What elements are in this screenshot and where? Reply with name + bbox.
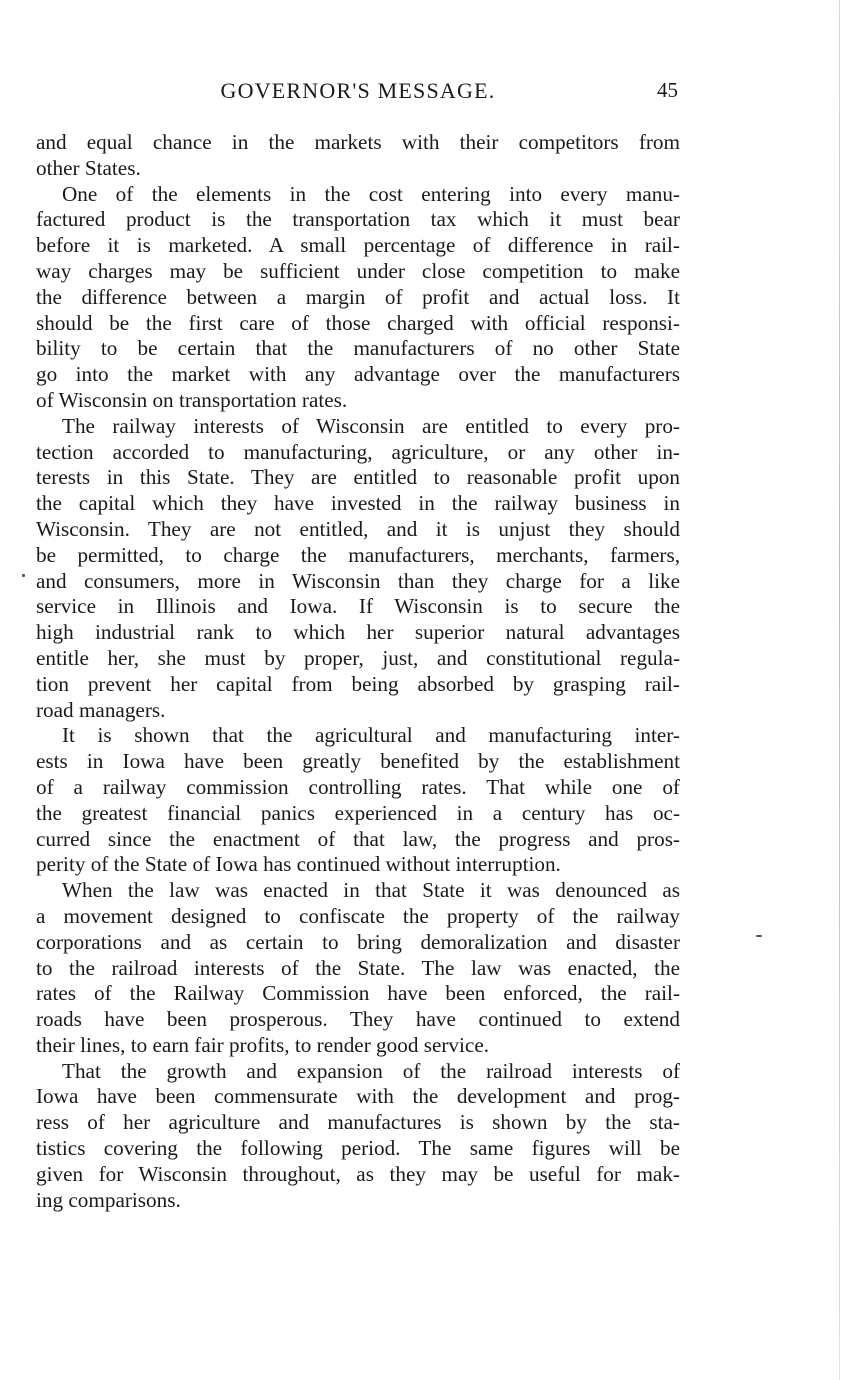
- text-line: and consumers, more in Wisconsin than they charge for a like: [36, 568, 680, 593]
- scan-speck-right: [756, 935, 762, 937]
- scan-speck-left: [22, 574, 25, 577]
- text-line: tection accorded to manufacturing, agriculture, or any other in-: [36, 439, 680, 464]
- text-line: entitle her, she must by proper, just, and constitutional regula-: [36, 645, 680, 670]
- scan-page-edge: [839, 0, 840, 1380]
- text-line: ress of her agriculture and manufactures is shown by the sta-: [36, 1110, 680, 1135]
- text-line: to the railroad interests of the State. The law was enacted, the: [36, 955, 680, 980]
- text-line: perity of the State of Iowa has continued without interruption.: [36, 852, 561, 877]
- text-line: terests in this State. They are entitled to reasonable profit upon: [36, 465, 680, 490]
- text-line: the capital which they have invested in the railway business in: [36, 491, 680, 516]
- running-header: [36, 78, 680, 108]
- text-line: ing comparisons.: [36, 1187, 181, 1212]
- text-line: road managers.: [36, 697, 166, 722]
- text-line: should be the first care of those charged with official responsi-: [36, 310, 680, 335]
- text-line: One of the elements in the cost entering into every manu-: [62, 181, 680, 206]
- text-line: bility to be certain that the manufacturers of no other State: [36, 336, 680, 361]
- text-line: tistics covering the following period. The same figures will be: [36, 1136, 680, 1161]
- text-line: given for Wisconsin throughout, as they may be useful for mak-: [36, 1161, 680, 1186]
- text-line: the greatest financial panics experienced in a century has oc-: [36, 800, 680, 825]
- text-line: of a railway commission controlling rates. That while one of: [36, 774, 680, 799]
- text-line: before it is marketed. A small percentage of difference in rail-: [36, 233, 680, 258]
- text-line: and equal chance in the markets with their competitors from: [36, 130, 680, 154]
- text-line: other States.: [36, 155, 141, 180]
- text-line: way charges may be sufficient under close competition to make: [36, 258, 680, 283]
- text-line: corporations and as certain to bring demoralization and disaster: [36, 929, 680, 954]
- text-line: Iowa have been commensurate with the development and prog-: [36, 1084, 680, 1109]
- running-title: GOVERNOR'S MESSAGE.: [220, 78, 496, 103]
- text-line: high industrial rank to which her superior natural advantages: [36, 620, 680, 645]
- text-line: the difference between a margin of profit and actual loss. It: [36, 284, 680, 309]
- text-line: Wisconsin. They are not entitled, and it is unjust they should: [36, 516, 680, 541]
- text-line: It is shown that the agricultural and manufacturing inter-: [62, 723, 680, 748]
- text-line: be permitted, to charge the manufacturers, merchants, farmers,: [36, 542, 680, 567]
- text-line: rates of the Railway Commission have been enforced, the rail-: [36, 981, 680, 1006]
- text-line: The railway interests of Wisconsin are entitled to every pro-: [62, 413, 680, 438]
- text-line: of Wisconsin on transportation rates.: [36, 387, 348, 412]
- text-line: That the growth and expansion of the railroad interests of: [62, 1058, 680, 1083]
- text-line: factured product is the transportation tax which it must bear: [36, 207, 680, 232]
- text-line: ests in Iowa have been greatly benefited by the establishment: [36, 749, 680, 774]
- text-line: service in Illinois and Iowa. If Wisconsin is to secure the: [36, 594, 680, 619]
- text-line: roads have been prosperous. They have continued to extend: [36, 1007, 680, 1032]
- text-line: When the law was enacted in that State it was denounced as: [62, 878, 680, 903]
- text-line: tion prevent her capital from being absorbed by grasping rail-: [36, 671, 680, 696]
- text-line: a movement designed to confiscate the property of the railway: [36, 903, 680, 928]
- text-line: go into the market with any advantage over the manufacturers: [36, 362, 680, 387]
- text-line: curred since the enactment of that law, the progress and pros-: [36, 826, 680, 851]
- text-line: their lines, to earn fair profits, to render good service.: [36, 1032, 490, 1057]
- page-number: 45: [657, 78, 678, 102]
- body-text: [36, 130, 680, 1213]
